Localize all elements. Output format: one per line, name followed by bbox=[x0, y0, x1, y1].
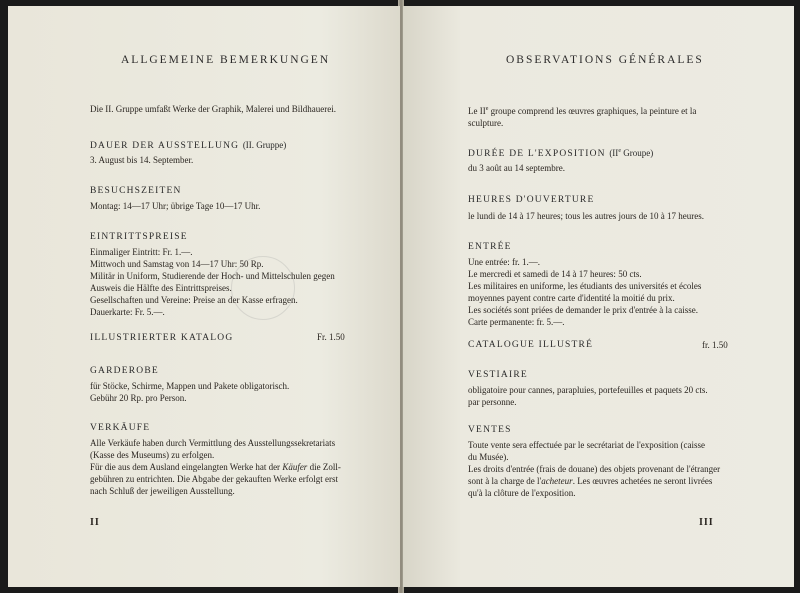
heures-text bbox=[468, 210, 704, 222]
entree-text bbox=[468, 256, 701, 328]
text-line: moyennes payent contre carte d'identité la moitié du prix. bbox=[468, 293, 675, 303]
text-line: für Stöcke, Schirme, Mappen und Pakete obligatorisch. bbox=[90, 381, 290, 391]
right-page bbox=[403, 6, 794, 587]
dauer-heading-text: DAUER DER AUSSTELLUNG bbox=[90, 141, 240, 151]
text-line: par personne. bbox=[468, 397, 517, 407]
garderobe-text bbox=[90, 380, 289, 404]
text-line: Für die aus dem Ausland eingelangten Werke hat der Käufer die Zoll- bbox=[90, 462, 341, 472]
right-page-number: III bbox=[699, 517, 714, 528]
text-line: du Musée). bbox=[468, 452, 509, 462]
text-line: obligatoire pour cannes, parapluies, portefeuilles et paquets 20 cts. bbox=[468, 385, 708, 395]
text-line: Mittwoch und Samstag von 14—17 Uhr: 50 Rp. bbox=[90, 259, 264, 269]
right-intro bbox=[468, 103, 696, 129]
text-line: Le mercredi et samedi de 14 à 17 heures: 50 cts. bbox=[468, 269, 642, 279]
eintrittspreise-heading: EINTRITTSPREISE bbox=[90, 232, 188, 242]
entree-heading: ENTRÉE bbox=[468, 242, 512, 252]
left-running-head: ALLGEMEINE BEMERKUNGEN bbox=[121, 54, 331, 66]
text-line: Les droits d'entrée (frais de douane) des objets provenant de l'étranger bbox=[468, 464, 721, 474]
duree-heading-text: DURÉE DE L'EXPOSITION bbox=[468, 149, 606, 159]
text-line: Ausweis die Hälfte des Eintrittspreises. bbox=[90, 283, 232, 293]
besuchszeiten-heading: BESUCHSZEITEN bbox=[90, 186, 182, 196]
katalog-price: Fr. 1.50 bbox=[317, 332, 345, 342]
text-line: Le IIe groupe comprend les œuvres graphiques, la peinture et la bbox=[468, 106, 697, 116]
ventes-text bbox=[468, 439, 720, 499]
vestiaire-text bbox=[468, 384, 708, 408]
text-line: 3. August bis 14. September. bbox=[90, 155, 194, 165]
dauer-text bbox=[90, 154, 193, 166]
verkaeufe-heading: VERKÄUFE bbox=[90, 423, 151, 433]
vestiaire-heading: VESTIAIRE bbox=[468, 370, 528, 380]
text-line: le lundi de 14 à 17 heures; tous les autres jours de 10 à 17 heures. bbox=[468, 211, 704, 221]
text-line: Alle Verkäufe haben durch Vermittlung des Ausstellungssekretariats bbox=[90, 438, 336, 448]
left-page-number: II bbox=[90, 517, 100, 528]
besuchszeiten-text bbox=[90, 200, 260, 212]
eintrittspreise-text bbox=[90, 246, 335, 318]
garderobe-heading: GARDEROBE bbox=[90, 366, 159, 376]
text-line: nach Schluß der jeweiligen Ausstellung. bbox=[90, 486, 235, 496]
text-line: Une entrée: fr. 1.—. bbox=[468, 257, 540, 267]
text-line: (Kasse des Museums) zu erfolgen. bbox=[90, 450, 215, 460]
text-line: Carte permanente: fr. 5.—. bbox=[468, 317, 565, 327]
heures-heading: HEURES D'OUVERTURE bbox=[468, 195, 595, 205]
dauer-heading bbox=[90, 140, 286, 151]
catalogue-heading: CATALOGUE ILLUSTRÉ bbox=[468, 340, 594, 350]
katalog-heading: ILLUSTRIERTER KATALOG bbox=[90, 333, 234, 343]
text-line: qu'à la clôture de l'exposition. bbox=[468, 488, 576, 498]
text-line: Militär in Uniform, Studierende der Hoch- und Mittelschulen gegen bbox=[90, 271, 335, 281]
ventes-heading: VENTES bbox=[468, 425, 512, 435]
verkaeufe-text bbox=[90, 437, 341, 497]
duree-heading bbox=[468, 148, 653, 159]
text-line: du 3 août au 14 septembre. bbox=[468, 163, 565, 173]
right-running-head: OBSERVATIONS GÉNÉRALES bbox=[506, 54, 704, 66]
duree-text bbox=[468, 162, 565, 174]
text-line: sculpture. bbox=[468, 118, 504, 128]
text-line: Dauerkarte: Fr. 5.—. bbox=[90, 307, 165, 317]
text-line: Gesellschaften und Vereine: Preise an der Kasse erfragen. bbox=[90, 295, 298, 305]
catalogue-price: fr. 1.50 bbox=[702, 340, 728, 350]
dauer-heading-sub: (II. Gruppe) bbox=[242, 140, 287, 150]
left-page bbox=[8, 6, 400, 587]
text-line: sont à la charge de l'acheteur. Les œuvres achetées ne seront livrées bbox=[468, 476, 713, 486]
left-intro: Die II. Gruppe umfaßt Werke der Graphik, Malerei und Bildhauerei. bbox=[90, 104, 337, 114]
text-line: Gebühr 20 Rp. pro Person. bbox=[90, 393, 187, 403]
text-line: gebühren zu entrichten. Die Abgabe der gekauften Werke erfolgt erst bbox=[90, 474, 339, 484]
text-line: Les sociétés sont priées de demander le prix d'entrée à la caisse. bbox=[468, 305, 699, 315]
text-line: Toute vente sera effectuée par le secrétariat de l'exposition (caisse bbox=[468, 440, 705, 450]
text-line: Einmaliger Eintritt: Fr. 1.—. bbox=[90, 247, 193, 257]
text-line: Montag: 14—17 Uhr; übrige Tage 10—17 Uhr. bbox=[90, 201, 261, 211]
text-line: Les militaires en uniforme, les étudiants des universités et écoles bbox=[468, 281, 702, 291]
duree-heading-sub: (IIe Groupe) bbox=[609, 148, 654, 158]
